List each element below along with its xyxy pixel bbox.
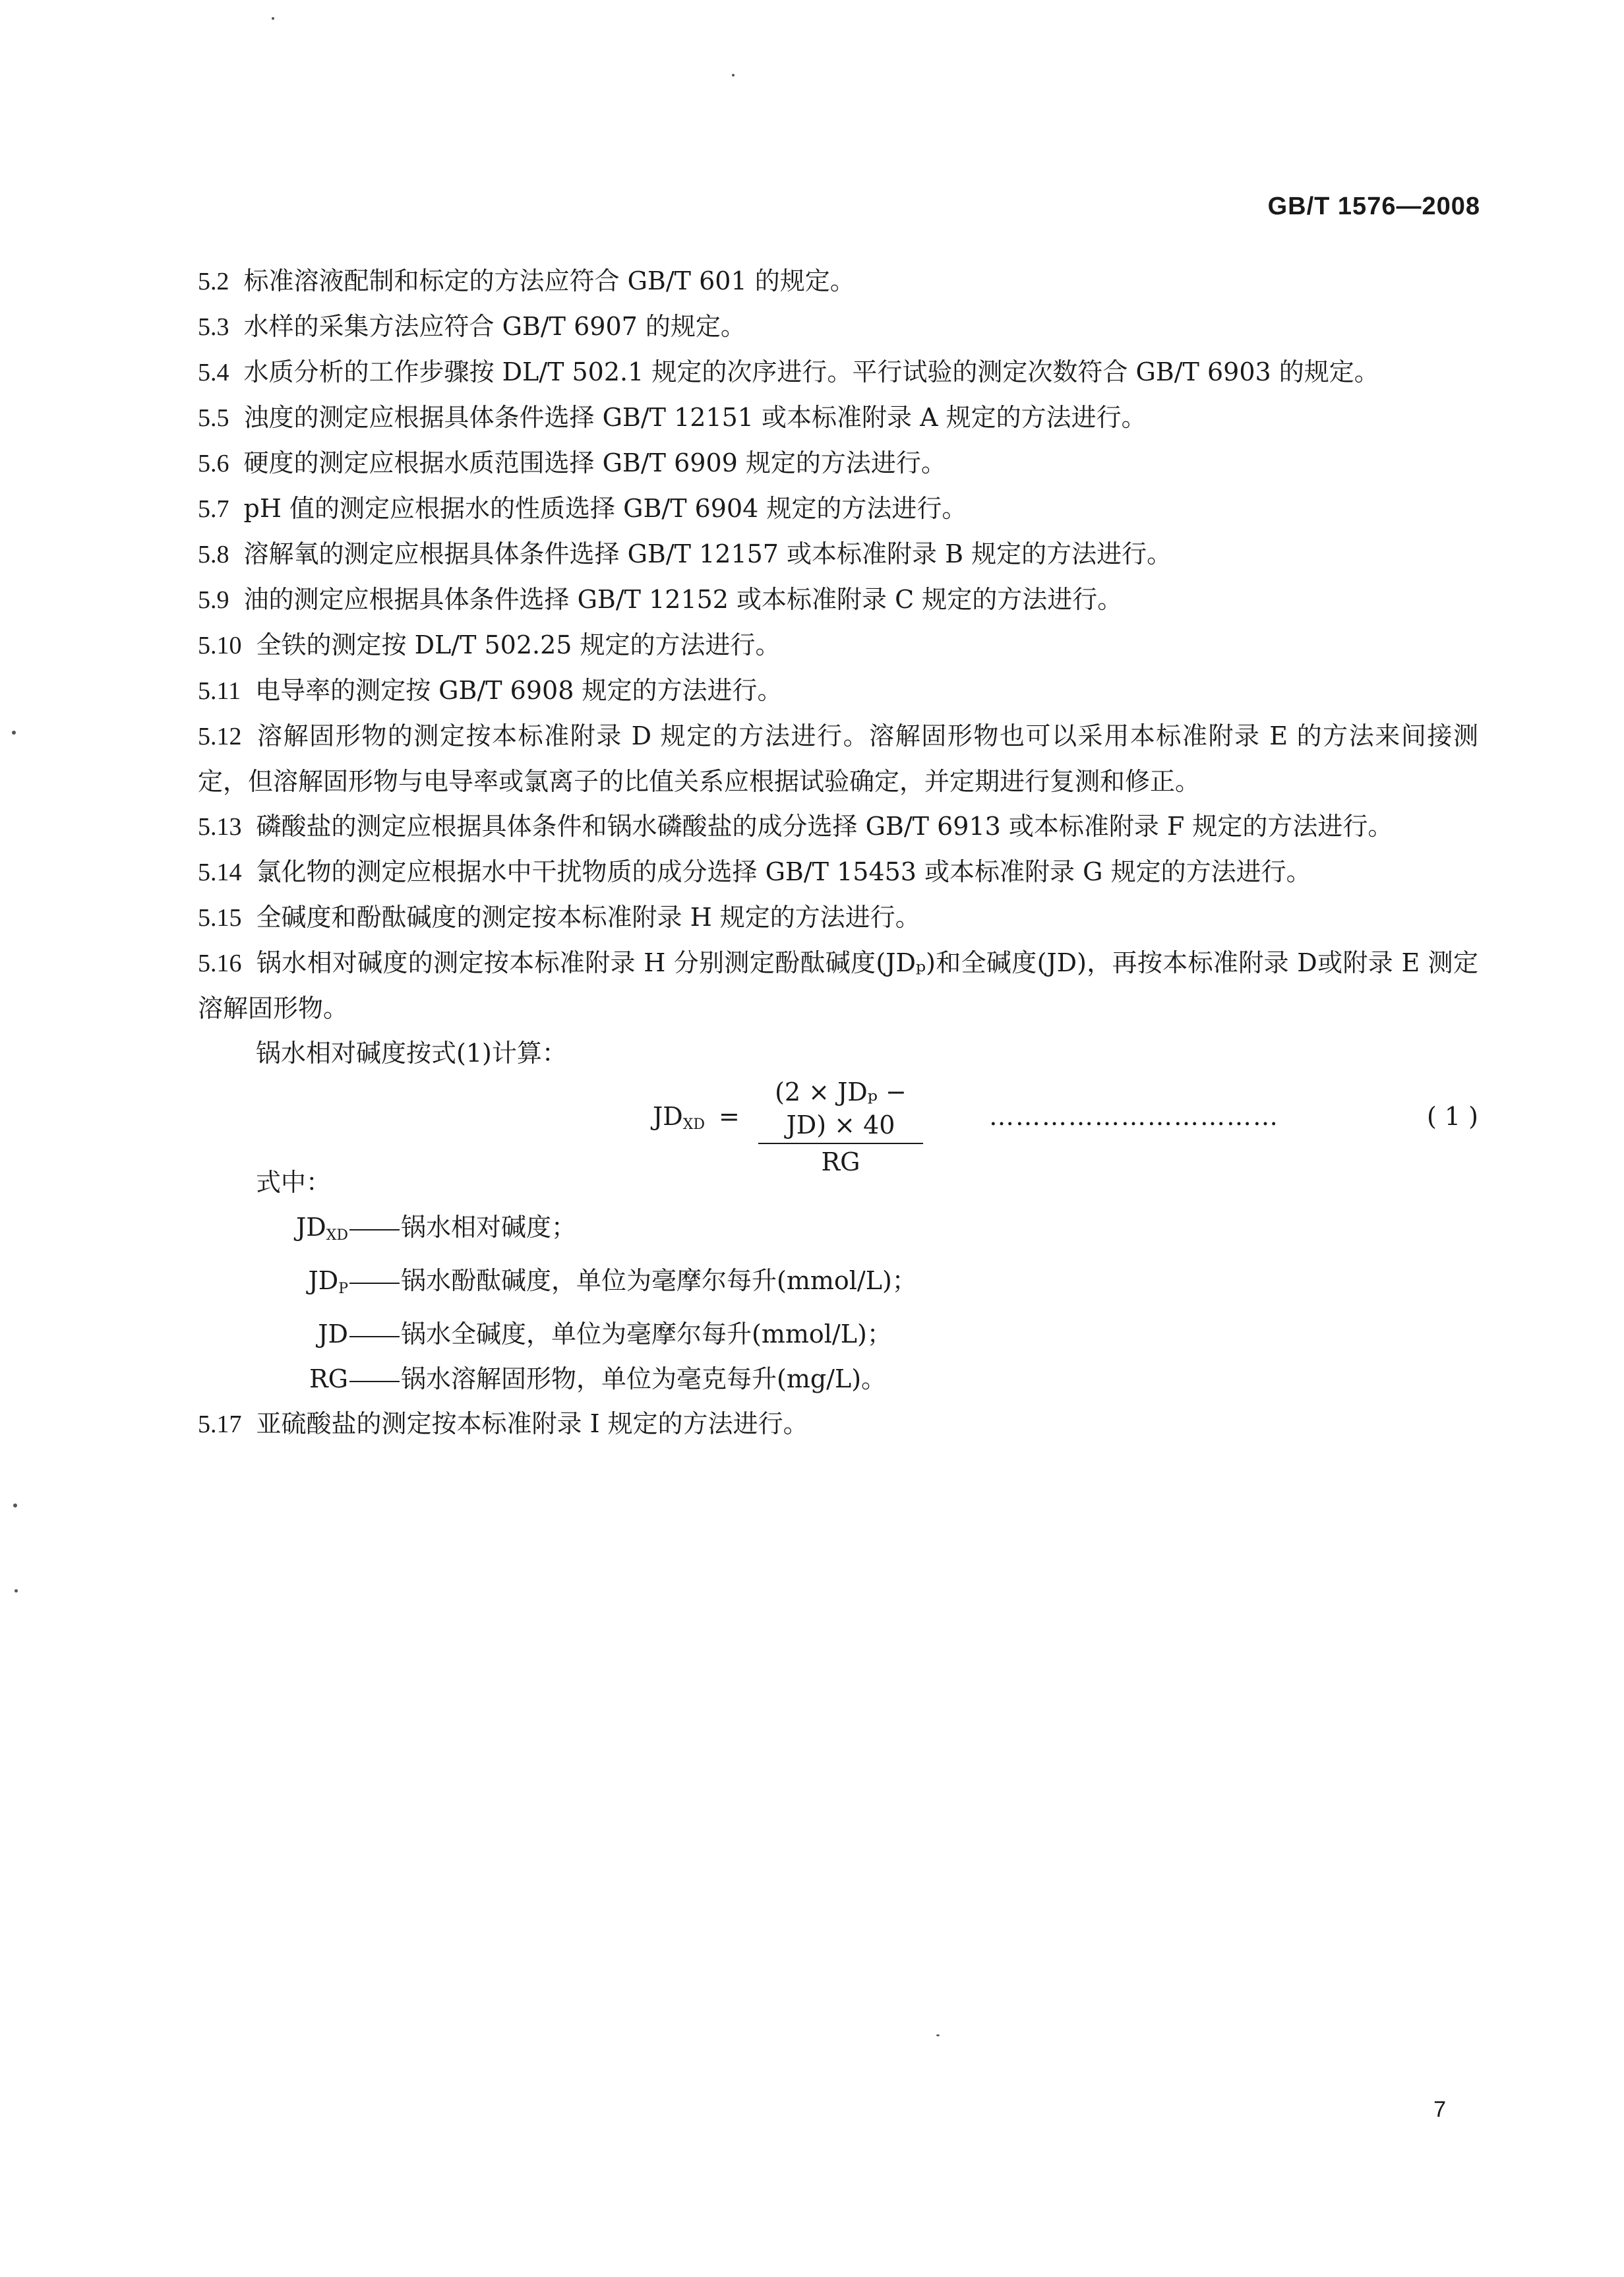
formula-fraction [758, 1076, 923, 1178]
clause-5-5 [198, 395, 1478, 440]
formula-denominator: RG [821, 1147, 860, 1176]
clause-number: 5.5 [198, 404, 229, 432]
definition-text: 锅水酚酞碱度，单位为毫摩尔每升(mmol/L)； [401, 1266, 917, 1295]
definition-dash [349, 1283, 400, 1284]
formula-numerator: (2 × JDₚ − JD) × 40 [775, 1078, 907, 1139]
standard-code: GB/T 1576—2008 [1267, 193, 1480, 220]
definition-symbol [248, 1258, 348, 1312]
clause-number: 5.16 [198, 950, 242, 977]
clause-text: 浊度的测定应根据具体条件选择 GB/T 12151 或本标准附录 A 规定的方法进行。 [243, 403, 1147, 432]
clause-5-3 [198, 304, 1478, 349]
clause-5-13 [198, 804, 1478, 849]
clause-text: 油的测定应根据具体条件选择 GB/T 12152 或本标准附录 C 规定的方法进行。 [243, 585, 1123, 614]
clause-number: 5.2 [198, 268, 229, 295]
fraction-bar [758, 1143, 923, 1144]
clause-text: 氯化物的测定应根据水中干扰物质的成分选择 GB/T 15453 或本标准附录 G 规定的方法进行。 [256, 857, 1311, 886]
formula-1 [198, 1076, 1478, 1176]
definition-symbol [248, 1356, 348, 1401]
clause-5-6 [198, 440, 1478, 486]
definition-symbol [248, 1312, 348, 1356]
clause-5-9 [198, 577, 1478, 622]
symbol-main: RG [309, 1364, 348, 1393]
clause-5-17 [198, 1401, 1478, 1447]
clause-number: 5.12 [198, 723, 242, 750]
clause-text: 水质分析的工作步骤按 DL/T 502.1 规定的次序进行。平行试验的测定次数符合 GB/T 6903 的规定。 [243, 357, 1379, 386]
formula-lhs [653, 1094, 705, 1147]
clause-text: 溶解氧的测定应根据具体条件选择 GB/T 12157 或本标准附录 B 规定的方法进行。 [243, 539, 1172, 568]
clause-5-14 [198, 849, 1478, 895]
formula-lhs-sub: XD [682, 1116, 706, 1133]
definition-text: 锅水相对碱度； [401, 1213, 577, 1242]
clause-number: 5.8 [198, 541, 229, 568]
symbol-subscript: XD [326, 1227, 348, 1244]
clause-number: 5.6 [198, 450, 229, 477]
clause-5-8 [198, 531, 1478, 577]
clause-text: 亚硫酸盐的测定按本标准附录 I 规定的方法进行。 [256, 1409, 808, 1438]
clause-text: 全铁的测定按 DL/T 502.25 规定的方法进行。 [256, 630, 781, 659]
clause-number: 5.14 [198, 859, 242, 886]
clause-text: 溶解固形物的测定按本标准附录 D 规定的方法进行。溶解固形物也可以采用本标准附录 E 的方法来间接测定，但溶解固形物与电导率或氯离子的比值关系应根据试验确定，并定期进行复测和修正。 [198, 721, 1478, 796]
scan-speck [12, 731, 16, 735]
clause-number: 5.13 [198, 813, 242, 841]
clause-text: 磷酸盐的测定应根据具体条件和锅水磷酸盐的成分选择 GB/T 6913 或本标准附录 F 规定的方法进行。 [256, 812, 1393, 841]
definition-item [248, 1205, 1478, 1258]
symbol-main: JD [308, 1266, 339, 1295]
definition-dash [349, 1381, 400, 1382]
dot-leader: …………………………… [989, 1102, 1279, 1131]
clause-text: pH 值的测定应根据水的性质选择 GB/T 6904 规定的方法进行。 [243, 494, 967, 523]
clause-5-10 [198, 622, 1478, 668]
clause-number: 5.17 [198, 1411, 242, 1438]
definition-item [248, 1258, 1478, 1312]
page-number: 7 [1433, 2097, 1446, 2122]
clause-5-16 [198, 940, 1478, 1031]
clause-text: 水样的采集方法应符合 GB/T 6907 的规定。 [243, 312, 746, 341]
clause-text: 全碱度和酚酞碱度的测定按本标准附录 H 规定的方法进行。 [256, 903, 920, 932]
clause-5-7 [198, 486, 1478, 531]
clause-number: 5.10 [198, 632, 242, 659]
clause-text: 硬度的测定应根据水质范围选择 GB/T 6909 规定的方法进行。 [243, 448, 946, 477]
clause-number: 5.3 [198, 313, 229, 341]
definition-dash [349, 1229, 400, 1230]
scan-speck [272, 17, 274, 20]
clause-list-after [198, 1401, 1478, 1447]
clause-text: 电导率的测定按 GB/T 6908 规定的方法进行。 [255, 676, 783, 705]
clause-number: 5.15 [198, 904, 242, 932]
definition-list [198, 1205, 1478, 1401]
content-body [198, 258, 1478, 1447]
definition-item [248, 1356, 1478, 1401]
clause-5-11 [198, 668, 1478, 713]
scan-speck [732, 74, 735, 76]
definition-text: 锅水全碱度，单位为毫摩尔每升(mmol/L)； [401, 1320, 892, 1349]
clause-text: 锅水相对碱度的测定按本标准附录 H 分别测定酚酞碱度(JDₚ)和全碱度(JD)，再按本标准附录 D或附录 E 测定溶解固形物。 [198, 948, 1478, 1023]
formula-intro: 锅水相对碱度按式(1)计算： [256, 1039, 567, 1068]
clause-5-12 [198, 713, 1478, 804]
formula-lhs-symbol: JD [653, 1102, 683, 1131]
definition-symbol [248, 1205, 348, 1258]
equation-number: ( 1 ) [1427, 1102, 1478, 1131]
scan-speck [13, 1503, 17, 1507]
clause-number: 5.11 [198, 677, 241, 705]
clause-text: 标准溶液配制和标定的方法应符合 GB/T 601 的规定。 [243, 266, 855, 295]
clause-number: 5.9 [198, 586, 229, 614]
clause-number: 5.7 [198, 495, 229, 523]
symbol-main: JD [318, 1320, 348, 1349]
clause-5-2 [198, 258, 1478, 304]
scan-speck [936, 2034, 940, 2036]
clause-list [198, 258, 1478, 1031]
definition-text: 锅水溶解固形物，单位为毫克每升(mg/L)。 [401, 1364, 887, 1393]
symbol-subscript: P [338, 1281, 348, 1297]
clause-5-4 [198, 349, 1478, 395]
formula-equals: = [719, 1102, 740, 1131]
clause-5-15 [198, 895, 1478, 940]
symbol-main: JD [295, 1213, 326, 1242]
scan-speck [15, 1589, 18, 1593]
clause-number: 5.4 [198, 359, 229, 386]
where-label: 式中： [256, 1168, 332, 1197]
definition-item [248, 1312, 1478, 1356]
definition-dash [349, 1336, 400, 1337]
